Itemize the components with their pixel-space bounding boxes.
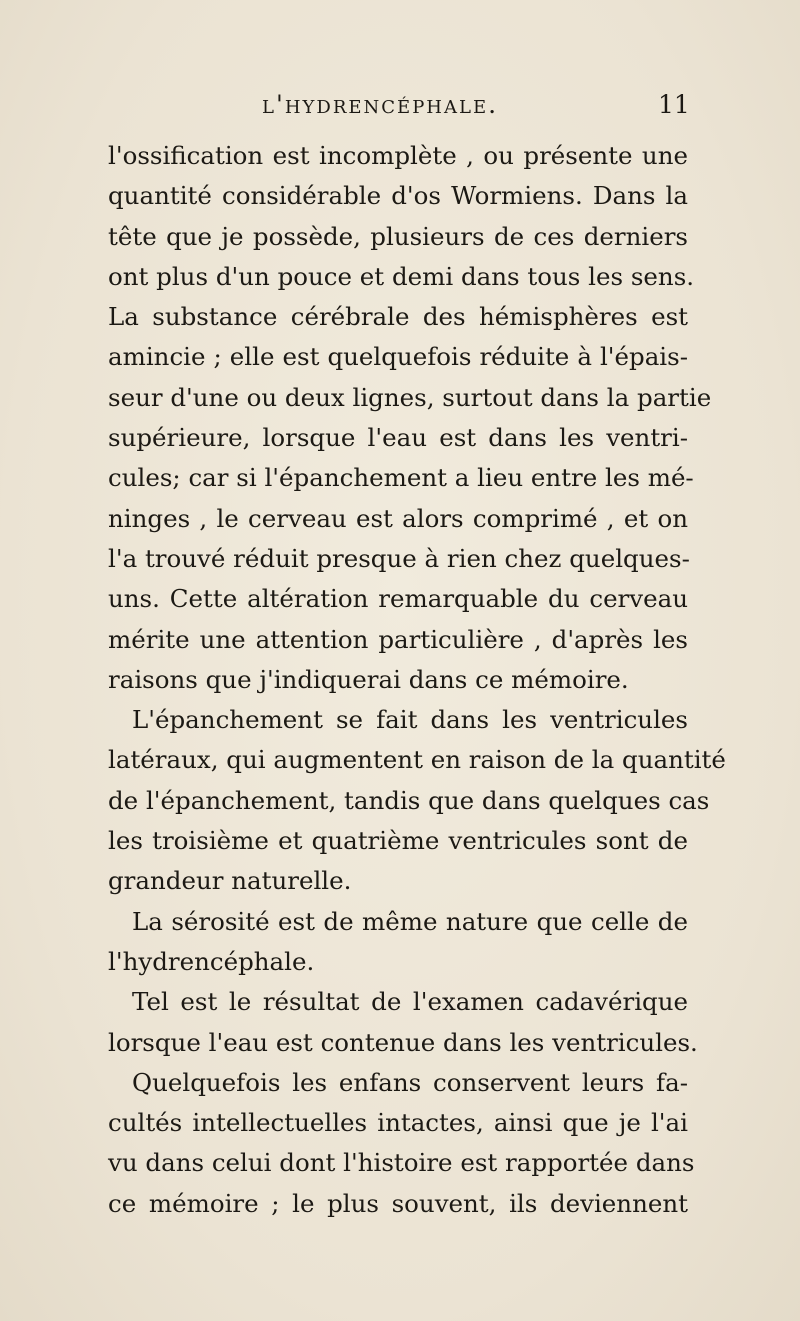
text-line: mérite une attention particulière , d'après les — [108, 624, 688, 654]
text-line: de l'épanchement, tandis que dans quelques cas — [108, 785, 710, 815]
text-line: La sérosité est de même nature que celle de — [132, 906, 688, 936]
text-line: La substance cérébrale des hémisphères est — [108, 302, 688, 332]
text-line: vu dans celui dont l'histoire est rapportée dans — [108, 1148, 695, 1178]
body-text — [108, 136, 726, 1224]
text-line: l'hydrencéphale. — [108, 946, 315, 976]
text-line: amincie ; elle est quelquefois réduite à l'épais- — [108, 342, 688, 372]
text-line: ont plus d'un pouce et demi dans tous les sens. — [108, 261, 695, 291]
text-line: Tel est le résultat de l'examen cadavérique — [132, 987, 688, 1017]
text-line: tête que je possède, plusieurs de ces derniers — [108, 221, 688, 251]
text-line: Quelquefois les enfans conservent leurs fa- — [132, 1067, 688, 1097]
page-header — [0, 88, 800, 128]
text-line: les troisième et quatrième ventricules sont de — [108, 826, 688, 856]
text-line: ce mémoire ; le plus souvent, ils deviennent — [108, 1188, 688, 1218]
text-line: L'épanchement se fait dans les ventricules — [132, 705, 688, 735]
text-line: cules; car si l'épanchement a lieu entre les mé- — [108, 463, 694, 493]
text-line: raisons que j'indiquerai dans ce mémoire. — [108, 664, 629, 694]
running-title: l'hydrencéphale. — [262, 90, 499, 119]
page-number: 11 — [658, 90, 690, 119]
text-line: seur d'une ou deux lignes, surtout dans la partie — [108, 382, 712, 412]
text-line: supérieure, lorsque l'eau est dans les ventri- — [108, 423, 688, 453]
text-line: l'ossification est incomplète , ou présente une — [108, 141, 688, 170]
text-line: l'a trouvé réduit presque à rien chez quelques- — [108, 543, 690, 573]
text-line: latéraux, qui augmentent en raison de la quantité — [108, 745, 726, 775]
text-line: cultés intellectuelles intactes, ainsi que je l'ai — [108, 1108, 688, 1138]
text-line: lorsque l'eau est contenue dans les ventricules. — [108, 1027, 698, 1057]
text-line: ninges , le cerveau est alors comprimé , et on — [108, 503, 688, 533]
text-line: uns. Cette altération remarquable du cerveau — [108, 584, 688, 614]
text-line: grandeur naturelle. — [108, 866, 352, 896]
text-line: quantité considérable d'os Wormiens. Dans la — [108, 181, 688, 211]
